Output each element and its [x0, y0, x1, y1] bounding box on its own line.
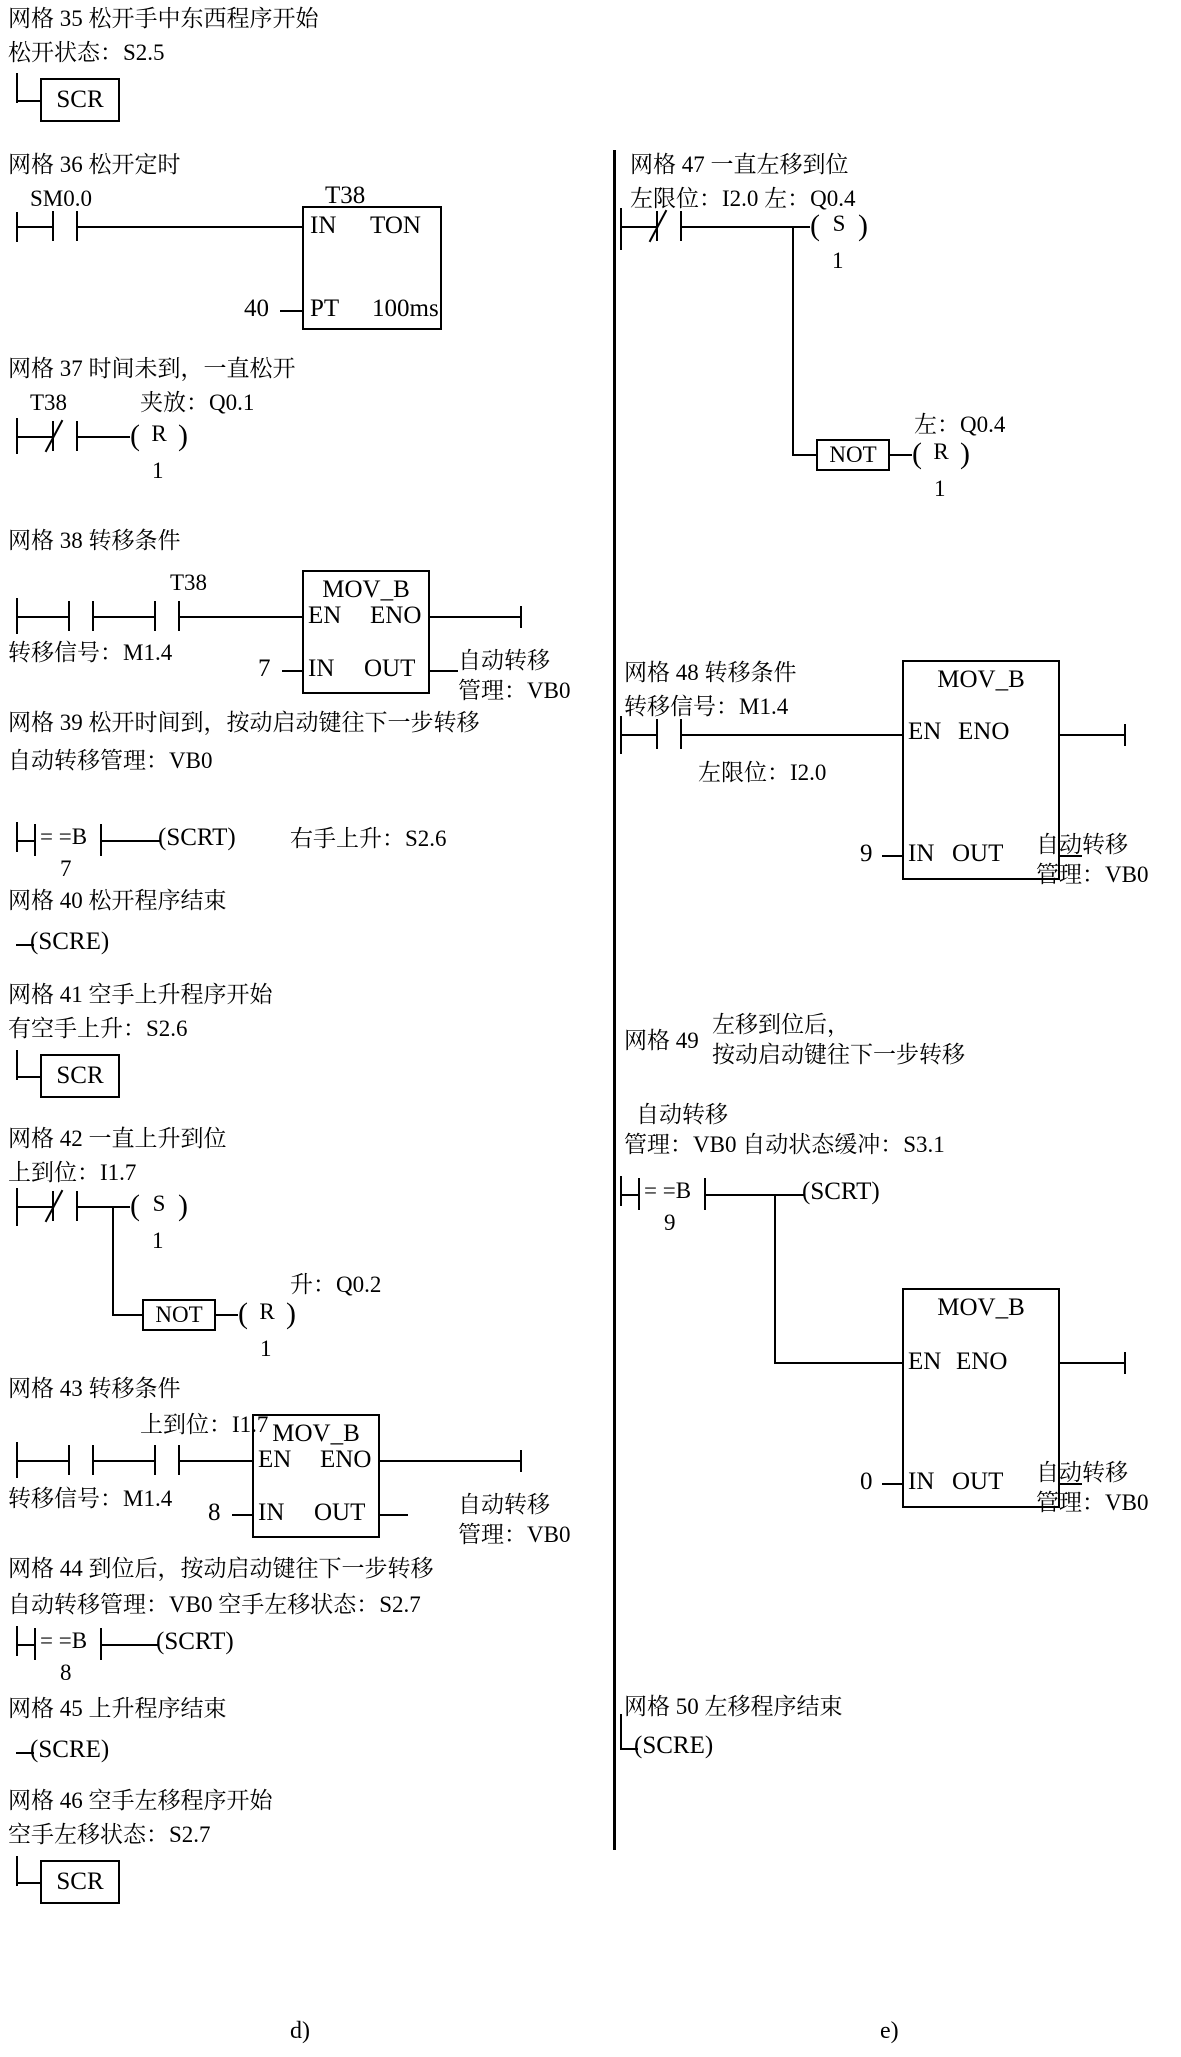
network-42-contact-label: 上到位：I1.7 — [8, 1160, 137, 1185]
mov-title-38: MOV_B — [322, 576, 410, 603]
contact-t38 — [154, 601, 180, 631]
network-35-subtitle: 松开状态：S2.5 — [8, 40, 165, 65]
rail-49 — [620, 1176, 622, 1206]
network-49-header2-line1: 左移到位后， — [712, 1012, 850, 1037]
rung-43-a — [16, 1460, 68, 1462]
mov-en-38: EN — [308, 602, 342, 629]
mov-out-43: OUT — [314, 1499, 366, 1526]
not-block-42: NOT — [142, 1299, 216, 1331]
coil-num2-42: 1 — [260, 1336, 272, 1361]
mov-title-43: MOV_B — [272, 1420, 360, 1447]
coil47b-paren-left: ( — [912, 437, 922, 470]
network-43-contact2-label: 上到位：I1.7 — [140, 1412, 269, 1437]
mov-en-43: EN — [258, 1446, 292, 1473]
rail-44 — [16, 1626, 18, 1656]
rung-36-a — [16, 226, 52, 228]
network-40-header: 网格 40 松开程序结束 — [8, 888, 227, 913]
mov-in-line-48 — [882, 855, 902, 857]
timer-preset-value: 40 — [244, 295, 269, 322]
contact-sm0-0 — [52, 211, 78, 241]
mov-out-line-43 — [380, 1514, 408, 1516]
figure-label-d: d) — [290, 2018, 310, 2044]
network-39-header: 网格 39 松开时间到，按动启动键往下一步转移 — [8, 710, 480, 735]
coil-reset-47 — [912, 438, 970, 472]
network-47-header: 网格 47 一直左移到位 — [630, 152, 849, 177]
mov-eno-38: ENO — [370, 602, 422, 629]
mov-out-label1-38: 自动转移 — [458, 648, 550, 673]
coil-scrt-39: (SCRT) — [158, 824, 236, 851]
mov-in-value-38: 7 — [258, 655, 271, 682]
rung-42-c — [112, 1314, 142, 1316]
rung-37-b — [78, 436, 130, 438]
rung-49-c — [774, 1362, 904, 1364]
cmp-39-left — [34, 824, 36, 856]
branch-47 — [792, 226, 794, 456]
rung-49-a — [620, 1194, 638, 1196]
column-divider — [613, 150, 616, 1850]
compare-op-44: = =B — [40, 1628, 88, 1653]
network-39-line2: 自动转移管理：VB0 — [8, 748, 213, 773]
network-39-target: 右手上升：S2.6 — [290, 826, 447, 851]
rung-46 — [16, 1882, 40, 1884]
mov-in-43: IN — [258, 1499, 285, 1526]
mov-out-49: OUT — [952, 1468, 1004, 1495]
mov-eno-end-38 — [520, 606, 522, 628]
branch-42 — [112, 1206, 114, 1316]
coil42-paren-left: ( — [130, 1189, 140, 1222]
network-46-header: 网格 46 空手左移程序开始 — [8, 1788, 273, 1813]
coil-num-42: 1 — [152, 1228, 164, 1253]
network-38-header: 网格 38 转移条件 — [8, 528, 181, 553]
network-41-header: 网格 41 空手上升程序开始 — [8, 982, 273, 1007]
rung-44-b — [100, 1644, 158, 1646]
mov-in-49: IN — [908, 1468, 935, 1495]
rung-48-a — [620, 734, 656, 736]
coil2-label-42: 升：Q0.2 — [290, 1272, 382, 1297]
contact-t38-negated — [52, 421, 78, 451]
coil-num-37: 1 — [152, 458, 164, 483]
coil-scrt-44: (SCRT) — [156, 1628, 234, 1655]
mov-eno-end-49 — [1124, 1352, 1126, 1374]
rung-43-c — [180, 1460, 252, 1462]
coil-reset-37 — [130, 420, 188, 454]
network-36-header: 网格 36 松开定时 — [8, 152, 181, 177]
rung-39-a — [16, 840, 34, 842]
coil-paren-left: ( — [130, 419, 140, 452]
mov-eno-49: ENO — [956, 1348, 1008, 1375]
network-44-line2: 自动转移管理：VB0 空手左移状态：S2.7 — [8, 1592, 421, 1617]
rung-48-b — [682, 734, 902, 736]
rung-47-b — [682, 226, 810, 228]
compare-value-39: 7 — [60, 856, 72, 881]
rung-38-a — [16, 616, 68, 618]
mov-in-value-49: 0 — [860, 1468, 873, 1495]
mov-out-48: OUT — [952, 840, 1004, 867]
network-49-header: 网格 49 — [624, 1028, 699, 1053]
mov-title-48: MOV_B — [937, 666, 1025, 693]
rung-47-a — [620, 226, 656, 228]
coil47b-paren-right: ) — [960, 437, 970, 470]
network-35-header: 网格 35 松开手中东西程序开始 — [8, 6, 319, 31]
cmp-44-left — [34, 1628, 36, 1660]
rung-43-b — [94, 1460, 154, 1462]
contact-i1-7-negated — [52, 1191, 78, 1221]
network-49-line2a: 自动转移 — [636, 1102, 728, 1127]
mov-in-line-49 — [882, 1483, 902, 1485]
rung-38-c — [180, 616, 302, 618]
rung-49-b — [704, 1194, 804, 1196]
timer-pt-line — [280, 310, 304, 312]
coil-type2-42: R — [259, 1299, 275, 1324]
network-42-header: 网格 42 一直上升到位 — [8, 1126, 227, 1151]
rung-47-d — [890, 454, 912, 456]
contact-i2-0-negated — [656, 211, 682, 241]
mov-out-label1-48: 自动转移 — [1036, 832, 1128, 857]
network-47-subtitle: 左限位：I2.0 左：Q0.4 — [630, 186, 856, 211]
coil2-label-47: 左：Q0.4 — [914, 412, 1006, 437]
rung-35 — [16, 100, 40, 102]
rail-35 — [16, 73, 18, 103]
mov-in-value-48: 9 — [860, 840, 873, 867]
network-37-coil-label: 夹放：Q0.1 — [140, 390, 255, 415]
rung-42-a — [16, 1206, 52, 1208]
not-block-47: NOT — [816, 439, 890, 471]
mov-title-49: MOV_B — [937, 1294, 1025, 1321]
scr-block-46: SCR — [40, 1860, 120, 1904]
mov-in-38: IN — [308, 655, 335, 682]
network-41-subtitle: 有空手上升：S2.6 — [8, 1016, 188, 1041]
rung-44-a — [16, 1644, 34, 1646]
rail-50 — [620, 1714, 622, 1750]
mov-out-label2-49: 管理：VB0 — [1036, 1490, 1149, 1515]
rung-36-b — [78, 226, 302, 228]
coil-scre-45: (SCRE) — [30, 1736, 110, 1763]
network-49-header2-line2: 按动启动键往下一步转移 — [712, 1042, 965, 1067]
coil47-paren-right: ) — [858, 209, 868, 242]
coil-type2-47: R — [933, 439, 949, 464]
mov-en-48: EN — [908, 718, 942, 745]
rung-47-c — [792, 454, 816, 456]
coil-paren-right: ) — [178, 419, 188, 452]
mov-eno-48: ENO — [958, 718, 1010, 745]
compare-value-44: 8 — [60, 1660, 72, 1685]
scr-block-35: SCR — [40, 78, 120, 122]
coil-scrt-49: (SCRT) — [802, 1178, 880, 1205]
rung-37-a — [16, 436, 52, 438]
network-38-contact2-label: T38 — [170, 570, 208, 595]
network-43-header: 网格 43 转移条件 — [8, 1376, 181, 1401]
timer-ton-label: TON — [370, 212, 421, 239]
compare-value-49: 9 — [664, 1210, 676, 1235]
contact-i1-7-43 — [154, 1445, 180, 1475]
network-45-header: 网格 45 上升程序结束 — [8, 1696, 227, 1721]
mov-out-label2-38: 管理：VB0 — [458, 678, 571, 703]
mov-eno-line-48 — [1060, 734, 1126, 736]
coil-num-47: 1 — [832, 248, 844, 273]
coil-type-42: S — [152, 1191, 166, 1216]
mov-in-line-38 — [282, 670, 302, 672]
mov-eno-line-43 — [380, 1460, 522, 1462]
rail-39 — [16, 822, 18, 852]
network-48-header: 网格 48 转移条件 — [624, 660, 797, 685]
rail-47 — [620, 208, 622, 250]
coil42b-paren-right: ) — [286, 1297, 296, 1330]
coil47-paren-left: ( — [810, 209, 820, 242]
network-44-header: 网格 44 到位后，按动启动键往下一步转移 — [8, 1556, 434, 1581]
rung-42-b — [78, 1206, 130, 1208]
mov-in-line-43 — [232, 1514, 252, 1516]
coil-type-47: S — [832, 211, 846, 236]
compare-op-39: = =B — [40, 824, 88, 849]
network-48-contact1-label: 转移信号：M1.4 — [624, 694, 789, 719]
coil-scre-50: (SCRE) — [634, 1732, 714, 1759]
mov-out-label1-43: 自动转移 — [458, 1492, 550, 1517]
network-50-header: 网格 50 左移程序结束 — [624, 1694, 843, 1719]
mov-eno-end-48 — [1124, 724, 1126, 746]
coil-set-42 — [130, 1190, 188, 1224]
contact-m1-4-48 — [656, 719, 682, 749]
network-43-contact1-label: 转移信号：M1.4 — [8, 1486, 173, 1511]
rung-42-d — [216, 1314, 238, 1316]
coil-scre-40: (SCRE) — [30, 928, 110, 955]
contact-m1-4-43 — [68, 1445, 94, 1475]
mov-out-line-38 — [430, 670, 458, 672]
figure-label-e: e) — [880, 2018, 899, 2044]
scr-block-41: SCR — [40, 1054, 120, 1098]
cmp-49-left — [638, 1178, 640, 1210]
coil-set-47 — [810, 210, 868, 244]
coil-num2-47: 1 — [934, 476, 946, 501]
network-38-contact1-label: 转移信号：M1.4 — [8, 640, 173, 665]
mov-eno-line-38 — [430, 616, 522, 618]
coil-type-37: R — [151, 421, 167, 446]
mov-out-label2-43: 管理：VB0 — [458, 1522, 571, 1547]
mov-en-49: EN — [908, 1348, 942, 1375]
mov-eno-43: ENO — [320, 1446, 372, 1473]
rung-41 — [16, 1076, 40, 1078]
mov-in-value-43: 8 — [208, 1499, 221, 1526]
network-37-contact-label: T38 — [30, 390, 68, 415]
contact-m1-4 — [68, 601, 94, 631]
timer-base-label: 100ms — [372, 295, 439, 322]
mov-in-48: IN — [908, 840, 935, 867]
mov-out-label2-48: 管理：VB0 — [1036, 862, 1149, 887]
timer-in-label: IN — [310, 212, 337, 239]
network-36-timer-name: T38 — [325, 182, 366, 209]
branch-49 — [774, 1194, 776, 1364]
mov-eno-line-49 — [1060, 1362, 1126, 1364]
mov-out-label1-49: 自动转移 — [1036, 1460, 1128, 1485]
timer-pt-label: PT — [310, 295, 340, 322]
mov-eno-end-43 — [520, 1450, 522, 1472]
mov-out-38: OUT — [364, 655, 416, 682]
network-46-subtitle: 空手左移状态：S2.7 — [8, 1822, 211, 1847]
network-37-header: 网格 37 时间未到，一直松开 — [8, 356, 296, 381]
compare-op-49: = =B — [644, 1178, 692, 1203]
network-49-line2b: 管理：VB0 自动状态缓冲：S3.1 — [624, 1132, 945, 1157]
coil-reset-42 — [238, 1298, 296, 1332]
rung-38-b — [94, 616, 154, 618]
network-36-contact-label: SM0.0 — [30, 186, 92, 211]
coil42-paren-right: ) — [178, 1189, 188, 1222]
rung-39-b — [100, 840, 160, 842]
network-48-contact2-label: 左限位：I2.0 — [698, 760, 827, 785]
coil42b-paren-left: ( — [238, 1297, 248, 1330]
